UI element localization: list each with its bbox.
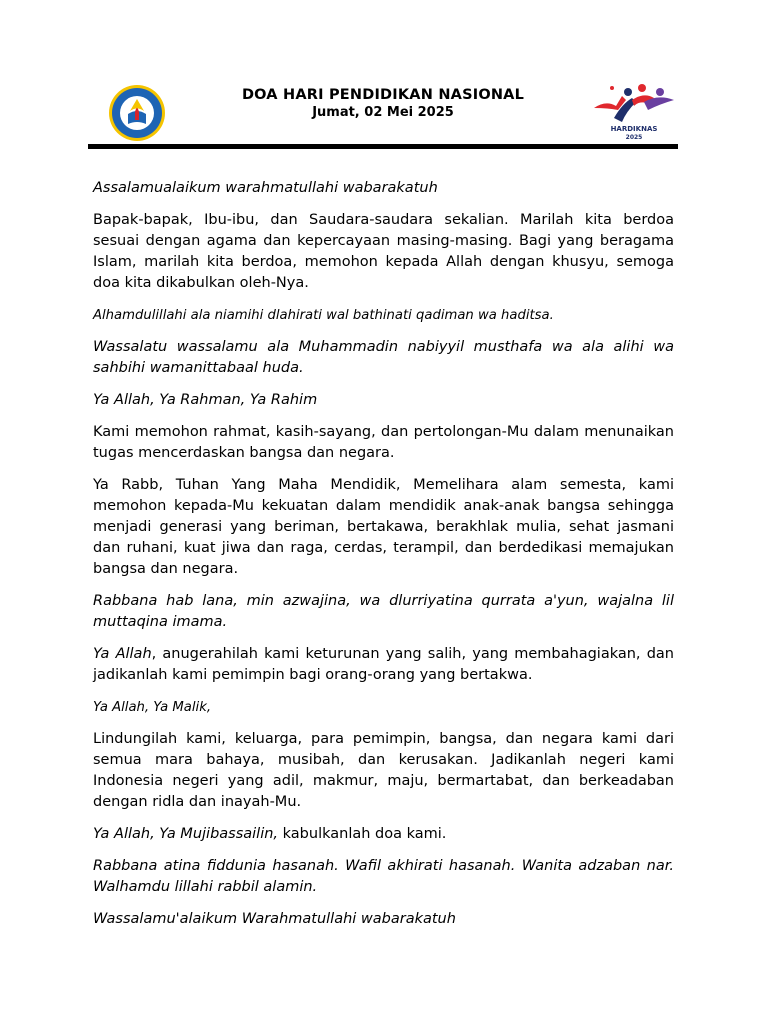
mujibassailin-text: kabulkanlah doa kami. xyxy=(278,826,447,842)
closing-greeting: Wassalamu'alaikum Warahmatullahi wabarakatuh xyxy=(93,911,456,927)
paragraph-rabbana-atina: Rabbana atina fiddunia hasanah. Wafil akhirati hasanah. Wanita adzaban nar. Walhamdu lillahi rabbil alamin. xyxy=(93,858,674,895)
paragraph-mujibassailin xyxy=(93,824,674,845)
document-title: DOA HARI PENDIDIKAN NASIONAL xyxy=(241,87,525,103)
document-header xyxy=(88,78,678,148)
title-block xyxy=(198,86,568,121)
paragraph-request-mercy: Kami memohon rahmat, kasih-sayang, dan pertolongan-Mu dalam menunaikan tugas mencerdaskan bangsa dan negara. xyxy=(93,424,674,461)
prayer-body xyxy=(93,178,674,941)
paragraph-opening: Bapak-bapak, Ibu-ibu, dan Saudara-saudara sekalian. Marilah kita berdoa sesuai dengan agama dan kepercayaan masing-masing. Bagi yang beragama Islam, marilah kita berdoa, memohon kepada Allah dengan khusyu, semoga doa kita dikabulkan oleh-Nya. xyxy=(93,212,674,291)
document-date: Jumat, 02 Mei 2025 xyxy=(312,105,454,120)
paragraph-invocation: Ya Allah, Ya Rahman, Ya Rahim xyxy=(93,392,318,408)
paragraph-alhamdulillah: Alhamdulillahi ala niamihi dlahirati wal bathinati qadiman wa haditsa. xyxy=(93,308,554,323)
header-rule xyxy=(88,144,678,149)
hardiknas-2025-logo xyxy=(592,78,676,142)
tut-wuri-handayani-logo xyxy=(108,84,166,142)
ya-allah-label: Ya Allah xyxy=(93,646,152,662)
paragraph-rabbana-hab-lana: Rabbana hab lana, min azwajina, wa dlurriyatina qurrata a'yun, wajalna lil muttaqina imama. xyxy=(93,593,674,630)
paragraph-ya-allah-descendants xyxy=(93,644,674,686)
descendants-text: , anugerahilah kami keturunan yang salih, yang membahagiakan, dan jadikanlah kami pemimpin bagi orang-orang yang bertakwa. xyxy=(93,646,674,683)
paragraph-shalawat: Wassalatu wassalamu ala Muhammadin nabiyyil musthafa wa ala alihi wa sahbihi wamanittabaal huda. xyxy=(93,339,674,376)
mujibassailin-label: Ya Allah, Ya Mujibassailin, xyxy=(93,826,279,842)
greeting: Assalamualaikum warahmatullahi wabarakatuh xyxy=(93,180,438,196)
hardiknas-logo-year: 2025 xyxy=(625,134,643,141)
paragraph-ya-malik: Ya Allah, Ya Malik, xyxy=(93,700,212,715)
paragraph-protection: Lindungilah kami, keluarga, para pemimpin, bangsa, dan negara kami dari semua mara bahaya, musibah, dan kerusakan. Jadikanlah negeri kami Indonesia negeri yang adil, makmur, maju, bermartabat, dan berkeadaban dengan ridla dan inayah-Mu. xyxy=(93,731,674,810)
paragraph-ya-rabb: Ya Rabb, Tuhan Yang Maha Mendidik, Memelihara alam semesta, kami memohon kepada-Mu kekuatan dalam mendidik anak-anak bangsa sehingga menjadi generasi yang beriman, bertakawa, berakhlak mulia, sehat jasmani dan ruhani, kuat jiwa dan raga, cerdas, terampil, dan berdedikasi memajukan bangsa dan negara. xyxy=(93,477,674,577)
hardiknas-logo-text: HARDIKNAS xyxy=(610,125,658,133)
